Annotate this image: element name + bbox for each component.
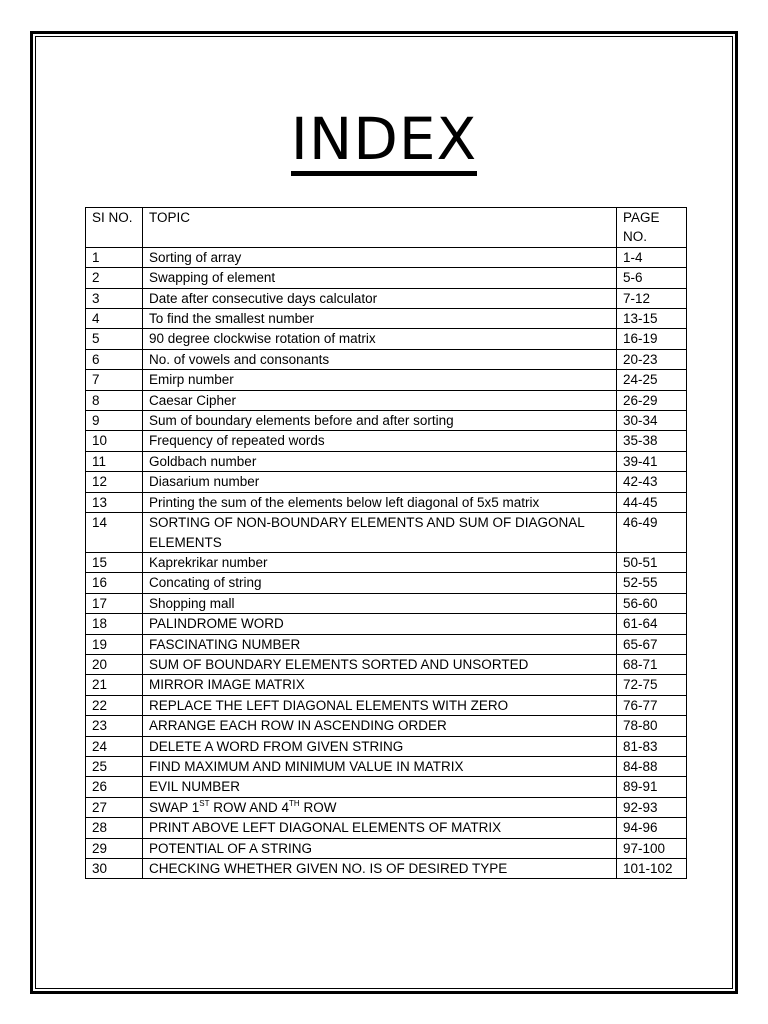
table-row [86, 593, 687, 613]
cell-page: 84-88 [617, 756, 687, 776]
ordinal-suffix: TH [289, 798, 300, 808]
cell-sl: 26 [86, 777, 143, 797]
table-row [86, 431, 687, 451]
table-row [86, 634, 687, 654]
cell-page: 56-60 [617, 593, 687, 613]
cell-page: 7-12 [617, 288, 687, 308]
cell-page: 61-64 [617, 614, 687, 634]
cell-page: 92-93 [617, 797, 687, 817]
cell-sl: 9 [86, 411, 143, 431]
table-row [86, 329, 687, 349]
cell-sl: 29 [86, 838, 143, 858]
ordinal-suffix: ST [199, 798, 210, 808]
cell-sl: 5 [86, 329, 143, 349]
cell-topic [143, 797, 617, 817]
table-row [86, 451, 687, 471]
cell-sl: 30 [86, 859, 143, 879]
table-row [86, 309, 687, 329]
cell-topic: Frequency of repeated words [143, 431, 617, 451]
cell-topic: Sum of boundary elements before and after sorting [143, 411, 617, 431]
cell-topic: EVIL NUMBER [143, 777, 617, 797]
cell-topic: Concating of string [143, 573, 617, 593]
cell-sl: 15 [86, 552, 143, 572]
cell-sl: 22 [86, 695, 143, 715]
cell-topic: SUM OF BOUNDARY ELEMENTS SORTED AND UNSORTED [143, 654, 617, 674]
cell-sl: 3 [86, 288, 143, 308]
cell-topic: FASCINATING NUMBER [143, 634, 617, 654]
cell-page: 68-71 [617, 654, 687, 674]
cell-page: 1-4 [617, 247, 687, 267]
cell-sl: 18 [86, 614, 143, 634]
topic-text-part: SWAP 1 [149, 799, 200, 815]
cell-topic: PRINT ABOVE LEFT DIAGONAL ELEMENTS OF MATRIX [143, 818, 617, 838]
cell-sl: 20 [86, 654, 143, 674]
cell-page: 50-51 [617, 552, 687, 572]
table-row [86, 716, 687, 736]
cell-page: 44-45 [617, 492, 687, 512]
cell-topic: REPLACE THE LEFT DIAGONAL ELEMENTS WITH ZERO [143, 695, 617, 715]
cell-page: 81-83 [617, 736, 687, 756]
header-topic: TOPIC [143, 208, 617, 248]
table-row [86, 777, 687, 797]
cell-sl: 23 [86, 716, 143, 736]
cell-topic: DELETE A WORD FROM GIVEN STRING [143, 736, 617, 756]
table-row [86, 736, 687, 756]
cell-sl: 6 [86, 349, 143, 369]
cell-page: 101-102 [617, 859, 687, 879]
table-row [86, 654, 687, 674]
table-row [86, 349, 687, 369]
cell-sl: 11 [86, 451, 143, 471]
cell-sl: 10 [86, 431, 143, 451]
cell-page: 16-19 [617, 329, 687, 349]
cell-topic: Sorting of array [143, 247, 617, 267]
cell-sl: 21 [86, 675, 143, 695]
header-page-no: PAGE NO. [617, 208, 687, 248]
cell-page: 20-23 [617, 349, 687, 369]
cell-page: 65-67 [617, 634, 687, 654]
table-row [86, 695, 687, 715]
header-row [86, 208, 687, 248]
cell-page: 5-6 [617, 268, 687, 288]
cell-sl: 8 [86, 390, 143, 410]
cell-sl: 24 [86, 736, 143, 756]
cell-topic: Goldbach number [143, 451, 617, 471]
cell-topic: Emirp number [143, 370, 617, 390]
cell-sl: 28 [86, 818, 143, 838]
table-row [86, 614, 687, 634]
cell-page: 52-55 [617, 573, 687, 593]
cell-sl: 16 [86, 573, 143, 593]
cell-topic: 90 degree clockwise rotation of matrix [143, 329, 617, 349]
cell-topic: PALINDROME WORD [143, 614, 617, 634]
cell-topic: Swapping of element [143, 268, 617, 288]
topic-text-part: ROW AND 4 [209, 799, 290, 815]
table-row [86, 859, 687, 879]
table-row [86, 268, 687, 288]
cell-page: 89-91 [617, 777, 687, 797]
table-row [86, 838, 687, 858]
cell-topic: Date after consecutive days calculator [143, 288, 617, 308]
cell-page: 42-43 [617, 472, 687, 492]
table-row [86, 411, 687, 431]
cell-page: 46-49 [617, 513, 687, 553]
cell-topic: Kaprekrikar number [143, 552, 617, 572]
cell-sl: 4 [86, 309, 143, 329]
cell-page: 39-41 [617, 451, 687, 471]
table-row [86, 552, 687, 572]
table-row [86, 675, 687, 695]
cell-sl: 14 [86, 513, 143, 553]
cell-sl: 25 [86, 756, 143, 776]
cell-topic: POTENTIAL OF A STRING [143, 838, 617, 858]
cell-page: 26-29 [617, 390, 687, 410]
cell-topic: To find the smallest number [143, 309, 617, 329]
cell-topic: Printing the sum of the elements below left diagonal of 5x5 matrix [143, 492, 617, 512]
table-row [86, 288, 687, 308]
table-row [86, 472, 687, 492]
title-text: INDEX [291, 107, 478, 176]
cell-topic: ARRANGE EACH ROW IN ASCENDING ORDER [143, 716, 617, 736]
page-title [0, 104, 768, 176]
cell-page: 76-77 [617, 695, 687, 715]
table-row [86, 390, 687, 410]
cell-page: 72-75 [617, 675, 687, 695]
table-row [86, 247, 687, 267]
cell-sl: 19 [86, 634, 143, 654]
table-row [86, 492, 687, 512]
cell-sl: 27 [86, 797, 143, 817]
table-row [86, 513, 687, 553]
cell-sl: 7 [86, 370, 143, 390]
cell-page: 78-80 [617, 716, 687, 736]
cell-topic: Shopping mall [143, 593, 617, 613]
cell-topic: Caesar Cipher [143, 390, 617, 410]
table-row [86, 573, 687, 593]
cell-page: 24-25 [617, 370, 687, 390]
cell-topic: SORTING OF NON-BOUNDARY ELEMENTS AND SUM OF DIAGONAL ELEMENTS [143, 513, 617, 553]
cell-page: 30-34 [617, 411, 687, 431]
cell-topic: No. of vowels and consonants [143, 349, 617, 369]
index-table [85, 207, 687, 879]
table-row [86, 818, 687, 838]
cell-page: 13-15 [617, 309, 687, 329]
index-table-header [86, 208, 687, 248]
table-row [86, 797, 687, 817]
table-row [86, 756, 687, 776]
cell-sl: 12 [86, 472, 143, 492]
cell-topic: FIND MAXIMUM AND MINIMUM VALUE IN MATRIX [143, 756, 617, 776]
cell-page: 94-96 [617, 818, 687, 838]
cell-page: 35-38 [617, 431, 687, 451]
cell-topic: MIRROR IMAGE MATRIX [143, 675, 617, 695]
cell-sl: 2 [86, 268, 143, 288]
table-row [86, 370, 687, 390]
cell-sl: 13 [86, 492, 143, 512]
topic-text-part: ROW [299, 799, 337, 815]
cell-page: 97-100 [617, 838, 687, 858]
cell-topic: Diasarium number [143, 472, 617, 492]
index-table-body [86, 247, 687, 879]
cell-sl: 1 [86, 247, 143, 267]
header-sl-no: SI NO. [86, 208, 143, 248]
cell-topic: CHECKING WHETHER GIVEN NO. IS OF DESIRED TYPE [143, 859, 617, 879]
cell-sl: 17 [86, 593, 143, 613]
